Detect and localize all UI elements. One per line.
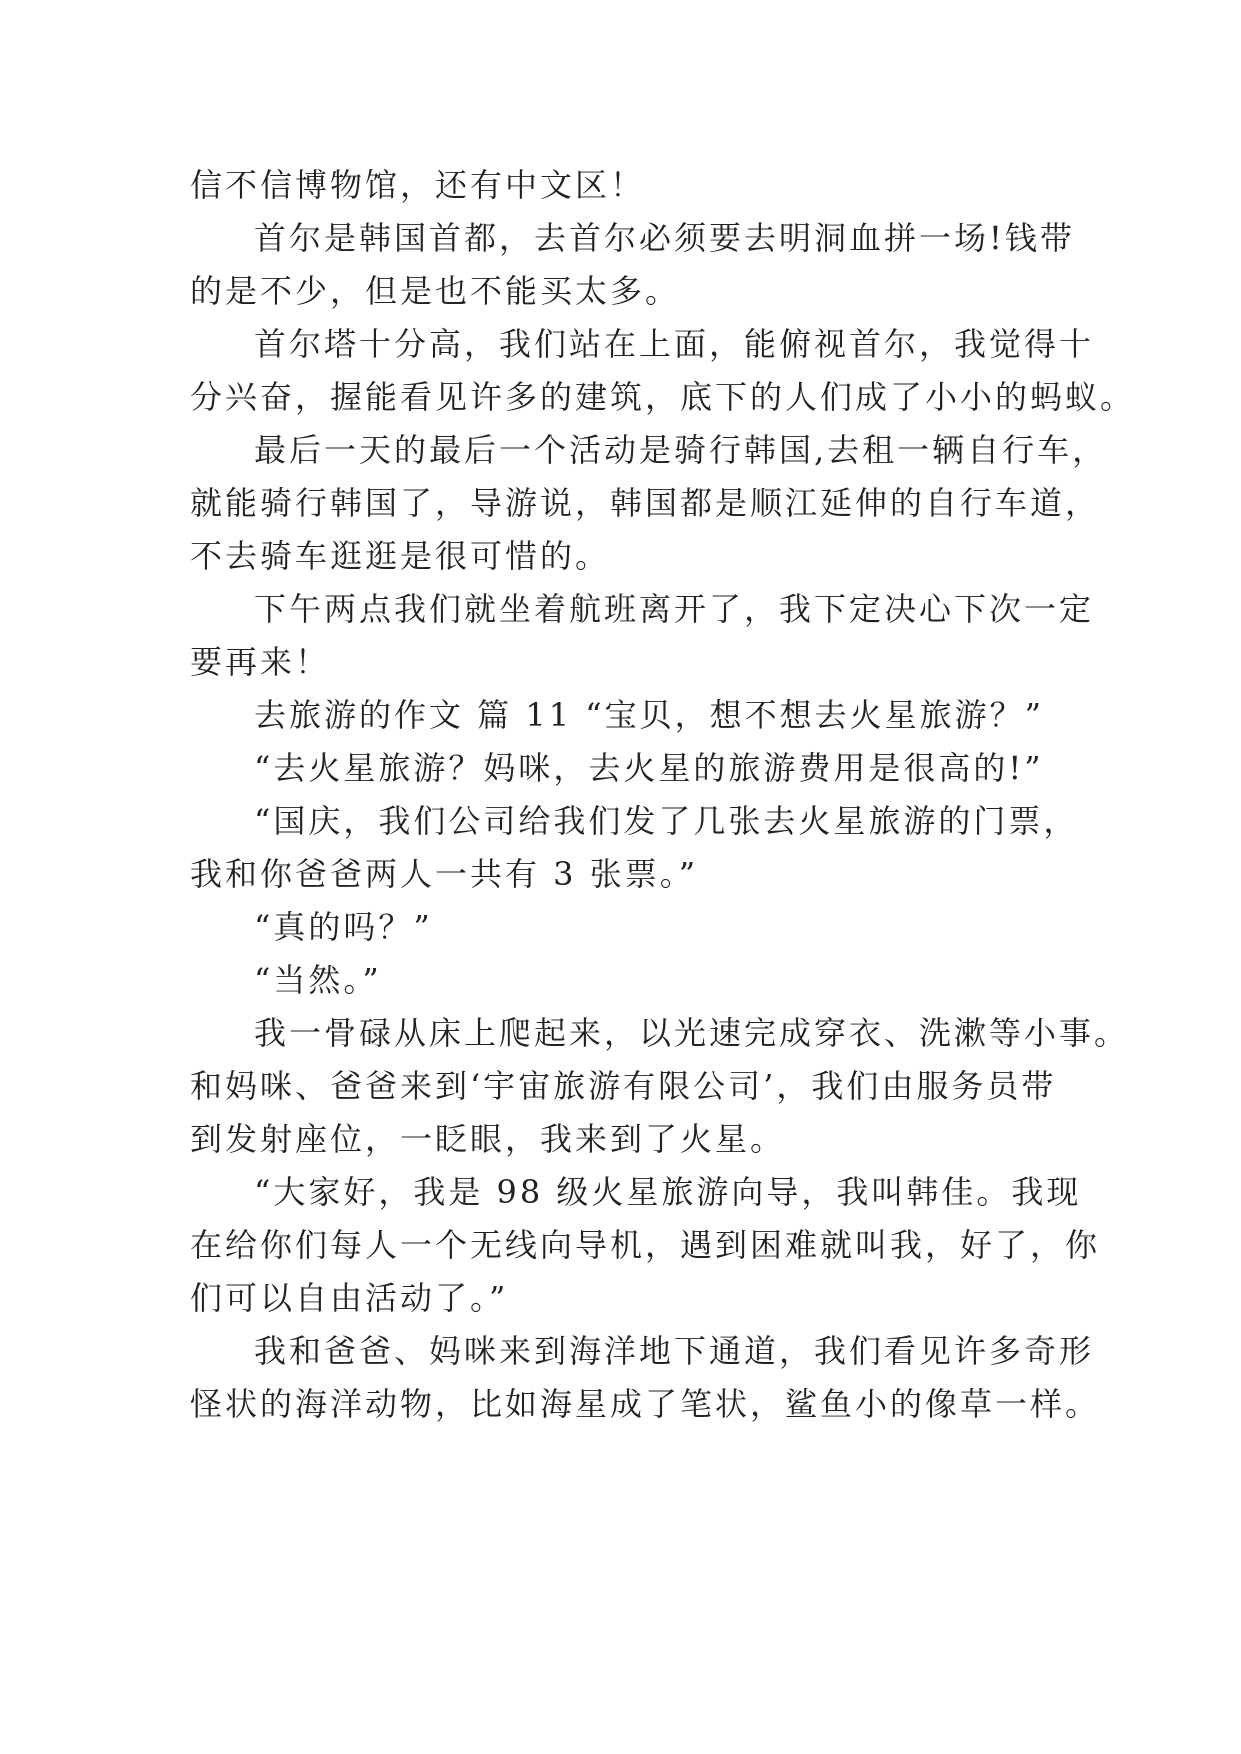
text-line: 就能骑行韩国了，导游说，韩国都是顺江延伸的自行车道， [190, 484, 1101, 522]
text-line: “真的吗？” [254, 908, 433, 946]
text-line: 分兴奋，握能看见许多的建筑，底下的人们成了小小的蚂蚁。 [190, 378, 1136, 416]
text-line: 我一骨碌从床上爬起来，以光速完成穿衣、洗漱等小事。 [254, 1014, 1130, 1052]
text-line: 到发射座位，一眨眼，我来到了火星。 [190, 1120, 786, 1158]
text-line: “去火星旅游？妈咪，去火星的旅游费用是很高的!” [254, 749, 1044, 787]
text-line: 们可以自由活动了。” [190, 1279, 509, 1317]
text-line: 怪状的海洋动物，比如海星成了笔状，鲨鱼小的像草一样。 [190, 1385, 1101, 1423]
text-line: 信不信博物馆，还有中文区！ [190, 166, 646, 204]
section-heading-line: 去旅游的作文 篇 11 “宝贝，想不想去火星旅游？” [254, 696, 1044, 734]
text-line: 我和你爸爸两人一共有 3 张票。” [190, 855, 699, 893]
text-line: 的是不少，但是也不能买太多。 [190, 272, 681, 310]
text-line: “国庆，我们公司给我们发了几张去火星旅游的门票， [254, 802, 1079, 840]
text-line: 不去骑车逛逛是很可惜的。 [190, 537, 611, 575]
text-line: 下午两点我们就坐着航班离开了，我下定决心下次一定 [254, 590, 1095, 628]
text-line: 和妈咪、爸爸来到‘宇宙旅游有限公司’，我们由服务员带 [190, 1067, 1057, 1105]
article-body [190, 159, 1136, 1431]
text-line: 要再来！ [190, 643, 331, 681]
text-line: “大家好，我是 98 级火星旅游向导，我叫韩佳。我现 [254, 1173, 1082, 1211]
text-line: 首尔塔十分高，我们站在上面，能俯视首尔，我觉得十 [254, 325, 1095, 363]
text-line: “当然。” [254, 961, 382, 999]
text-line: 首尔是韩国首都，去首尔必须要去明洞血拼一场!钱带 [254, 219, 1075, 257]
text-line: 最后一天的最后一个活动是骑行韩国,去租一辆自行车， [254, 431, 1108, 469]
text-line: 在给你们每人一个无线向导机，遇到困难就叫我，好了，你 [190, 1226, 1101, 1264]
text-line: 我和爸爸、妈咪来到海洋地下通道，我们看见许多奇形 [254, 1332, 1095, 1370]
